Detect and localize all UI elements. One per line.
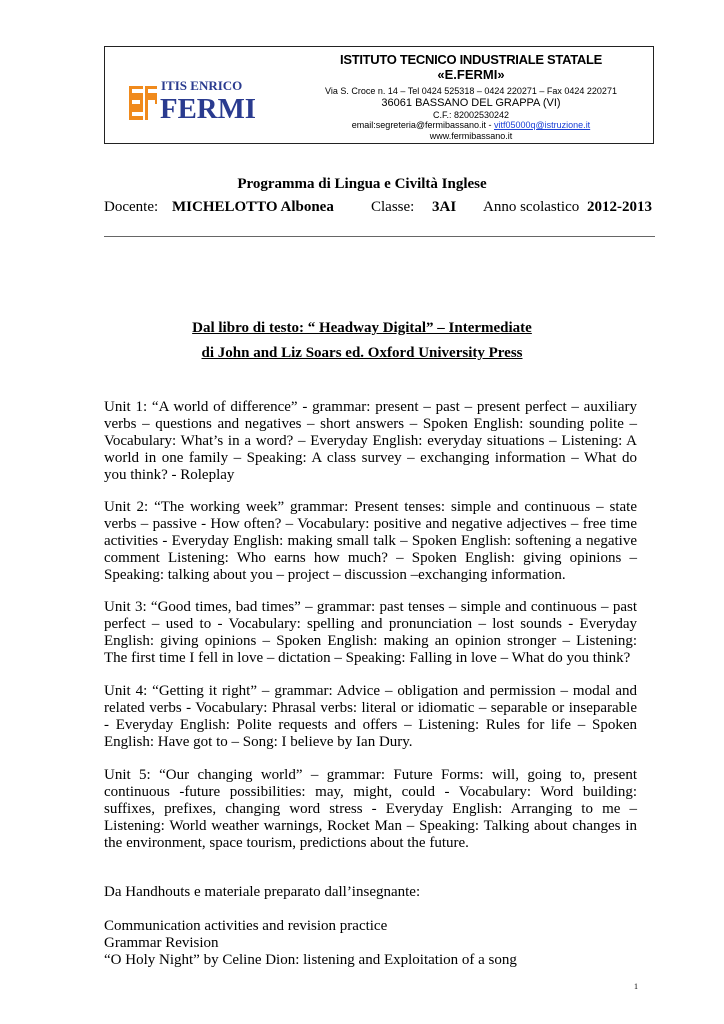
unit-1-paragraph: Unit 1: “A world of difference” - grammar: present – past – present perfect – auxiliary verbs – questions and negatives – short answers – Spoken English: sounding polite – Vocabulary: What’s in a word? – Everyday English: everyday situations – Listening: A world in one family – Speaking: A class survey – exchanging information – What do you think? - Roleplay	[104, 399, 637, 483]
unit-4-paragraph: Unit 4: “Getting it right” – grammar: Advice – obligation and permission – modal and related verbs - Vocabulary: Phrasal verbs: literal or idiomatic – separable or inseparable - Everyday English: Polite requests and offers – Listening: Rules for life – Spoken English: Have got to – Song: I believe by Ian Dury.	[104, 683, 637, 750]
institute-cf: C.F.: 82002530242	[432, 109, 510, 120]
handout-item: “O Holy Night” by Celine Dion: listening and Exploitation of a song	[104, 952, 517, 968]
handouts-intro: Da Handhouts e materiale preparato dall’insegnante:	[104, 884, 421, 900]
institute-name: ISTITUTO TECNICO INDUSTRIALE STATALE	[340, 52, 602, 67]
email-prefix: email:segreteria@fermibassano.it -	[351, 120, 494, 131]
textbook-authors: di John and Liz Soars ed. Oxford University Press	[201, 345, 523, 361]
logo-line2: FERMI	[160, 93, 256, 120]
school-header	[104, 46, 654, 144]
handout-item: Grammar Revision	[104, 935, 219, 951]
unit-2-paragraph: Unit 2: “The working week” grammar: Present tenses: simple and continuous – state verbs – passive - How often? – Vocabulary: positive and negative adjectives – free time activities - Everyday English: making small talk – Spoken English: softening a negative comment Listening: Who earns how much? – Spoken English: giving opinions – Speaking: talking about you – project – discussion –exchanging information.	[104, 499, 637, 583]
logo-line1: ITIS ENRICO	[161, 78, 243, 93]
document-title: Programma di Lingua e Civiltà Inglese	[237, 176, 487, 192]
teacher-name: MICHELOTTO Albonea	[172, 199, 334, 215]
email-link[interactable]: vitf05000q@istruzione.it	[494, 120, 591, 131]
institute-subname: «E.FERMI»	[437, 66, 505, 82]
header-divider	[104, 236, 655, 237]
teacher-label: Docente:	[104, 199, 159, 215]
unit-5-paragraph: Unit 5: “Our changing world” – grammar: Future Forms: will, going to, present continuous -future possibilities: may, might, could - Vocabulary: Word building: suffixes, prefixes, changing word stress - Everyday English: Arranging to me – Listening: World weather warnings, Rocket Man – Speaking: Talking about changes in the environment, space tourism, predictions about the future.	[104, 767, 637, 851]
handout-item: Communication activities and revision practice	[104, 918, 388, 934]
textbook-title: Dal libro di testo: “ Headway Digital” – Intermediate	[192, 320, 532, 336]
institute-email	[295, 120, 647, 130]
institute-info	[295, 53, 647, 141]
page-number: 1	[634, 982, 638, 991]
class-label: Classe:	[371, 199, 415, 215]
unit-3-paragraph: Unit 3: “Good times, bad times” – grammar: past tenses – simple and continuous – past perfect – used to - Vocabulary: spelling and pronunciation – lost sounds - Everyday English: giving opinions – Spoken English: making an opinion stronger – Listening: The first time I fell in love – dictation – Speaking: Falling in love – What do you think?	[104, 599, 637, 666]
year-label: Anno scolastico	[483, 199, 580, 215]
class-value: 3AI	[432, 199, 457, 215]
institute-website: www.fermibassano.it	[429, 130, 513, 141]
institute-city: 36061 BASSANO DEL GRAPPA (VI)	[381, 97, 561, 110]
school-logo	[129, 76, 259, 120]
institute-address: Via S. Croce n. 14 – Tel 0424 525318 – 0424 220271 – Fax 0424 220271	[325, 85, 617, 96]
year-value: 2012-2013	[587, 199, 652, 215]
